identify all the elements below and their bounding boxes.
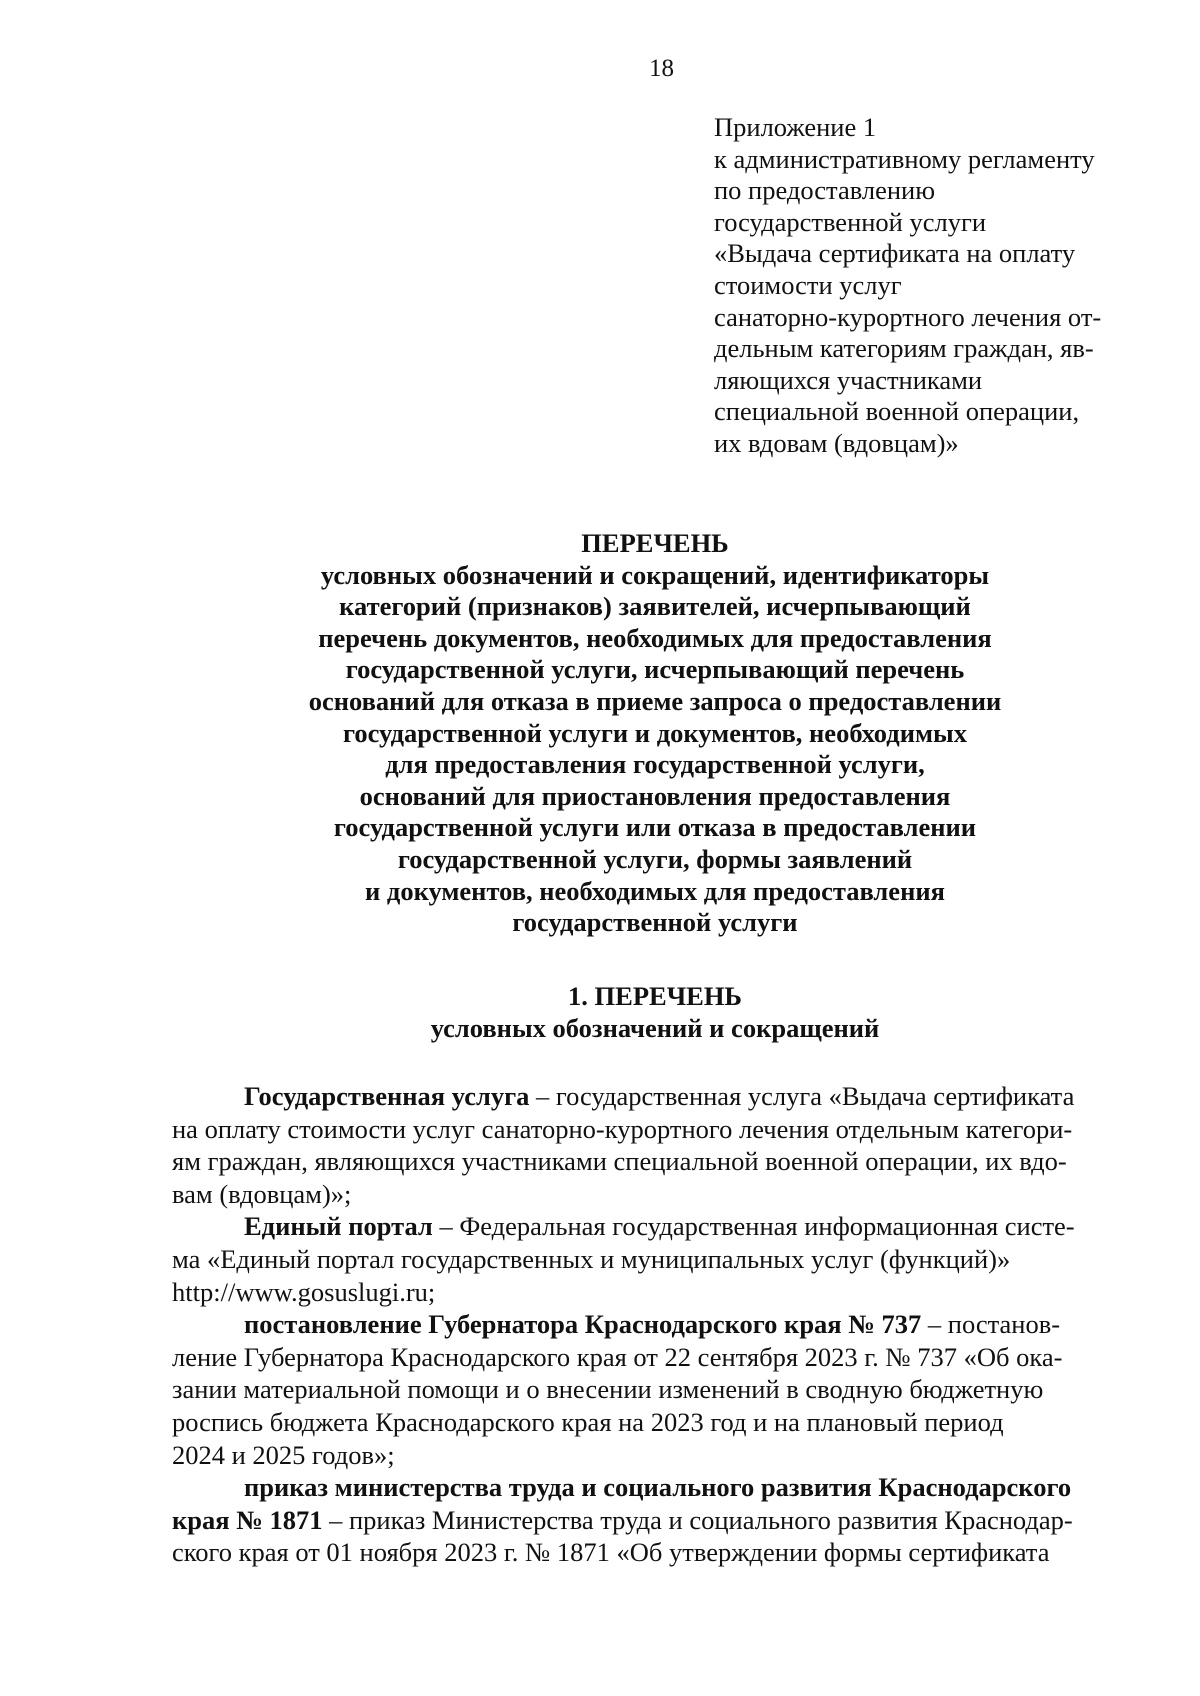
title-line: перечень документов, необходимых для предоставления xyxy=(318,622,992,653)
term: Государственная услуга xyxy=(244,1081,530,1111)
term: края № 1871 xyxy=(172,1504,323,1535)
paragraph-line: роспись бюджета Краснодарского края на 2023 год и на плановый период xyxy=(172,1406,1004,1437)
title-line: государственной услуги или отказа в предоставлении xyxy=(333,812,977,843)
section-1-heading xyxy=(140,980,1170,1044)
definition-text: – приказ Министерства труда и социального развития Краснодар- xyxy=(329,1504,1073,1535)
document-title xyxy=(140,528,1170,939)
paragraph-line: ление Губернатора Краснодарского края от 22 сентября 2023 г. № 737 «Об ока- xyxy=(172,1341,1063,1372)
paragraph-line xyxy=(172,1080,1137,1113)
title-line: государственной услуги и документов, необходимых xyxy=(343,717,967,748)
appendix-line: по предоставлению xyxy=(714,175,936,206)
title-line: оснований для отказа в приеме запроса о предоставлении xyxy=(308,685,1002,716)
definitions-body xyxy=(172,1080,1137,1569)
paragraph-line: ям граждан, являющихся участниками специальной военной операции, их вдо- xyxy=(172,1146,1067,1177)
term: Единый портал xyxy=(244,1211,433,1242)
definition-text: – государственная услуга «Выдача сертификата xyxy=(536,1081,1075,1111)
appendix-line: Приложение 1 xyxy=(714,112,877,142)
title-line: категорий (признаков) заявителей, исчерпывающий xyxy=(339,591,971,622)
section-title: 1. ПЕРЕЧЕНЬ xyxy=(568,981,742,1011)
appendix-line: ляющихся участниками xyxy=(714,364,983,395)
section-subtitle: условных обозначений и сокращений xyxy=(430,1013,880,1043)
paragraph-line xyxy=(172,1504,1137,1537)
appendix-line: «Выдача сертификата на оплату xyxy=(714,238,1076,269)
title-line: государственной услуги, исчерпывающий перечень xyxy=(345,654,965,685)
title-line: государственной услуги, формы заявлений xyxy=(397,843,913,874)
paragraph-line: ма «Единый портал государственных и муниципальных услуг (функций)» xyxy=(172,1243,1011,1274)
paragraph-line xyxy=(172,1210,1137,1243)
appendix-line: санаторно-курортного лечения от- xyxy=(714,301,1102,332)
appendix-line: к административному регламенту xyxy=(714,143,1095,174)
paragraph-line: на оплату стоимости услуг санаторно-курортного лечения отдельным категори- xyxy=(172,1113,1073,1144)
definition-text: – постанов- xyxy=(927,1309,1061,1340)
appendix-line: дельным категориям граждан, яв- xyxy=(714,333,1094,364)
appendix-line: специальной военной операции, xyxy=(714,396,1080,427)
paragraph-line xyxy=(172,1308,1137,1341)
page-number: 18 xyxy=(649,55,674,82)
paragraph-line: http://www.gosuslugi.ru; xyxy=(172,1276,436,1307)
paragraph-line: 2024 и 2025 годов»; xyxy=(172,1439,395,1470)
term: постановление Губернатора Краснодарского края № 737 xyxy=(244,1309,922,1340)
paragraph-line: ского края от 01 ноября 2023 г. № 1871 «Об утверждении формы сертификата xyxy=(172,1537,1050,1568)
paragraph-line: приказ министерства труда и социального развития Краснодарского xyxy=(244,1472,1072,1503)
appendix-header xyxy=(714,112,1134,460)
paragraph-line: зании материальной помощи и о внесении изменений в сводную бюджетную xyxy=(172,1374,1044,1405)
title-heading: ПЕРЕЧЕНЬ xyxy=(581,528,729,558)
paragraph-line: вам (вдовцам)»; xyxy=(172,1178,352,1209)
title-line: для предоставления государственной услуги, xyxy=(385,749,925,780)
appendix-line: стоимости услуг xyxy=(714,269,902,300)
appendix-line: государственной услуги xyxy=(714,206,987,237)
appendix-line: их вдовам (вдовцам)» xyxy=(714,427,959,458)
title-line: оснований для приостановления предоставления xyxy=(359,780,951,811)
title-line: условных обозначений и сокращений, идентификаторы xyxy=(320,559,990,590)
title-line: государственной услуги xyxy=(512,907,798,938)
title-line: и документов, необходимых для предоставления xyxy=(365,875,945,906)
definition-text: – Федеральная государственная информационная систе- xyxy=(439,1211,1075,1242)
